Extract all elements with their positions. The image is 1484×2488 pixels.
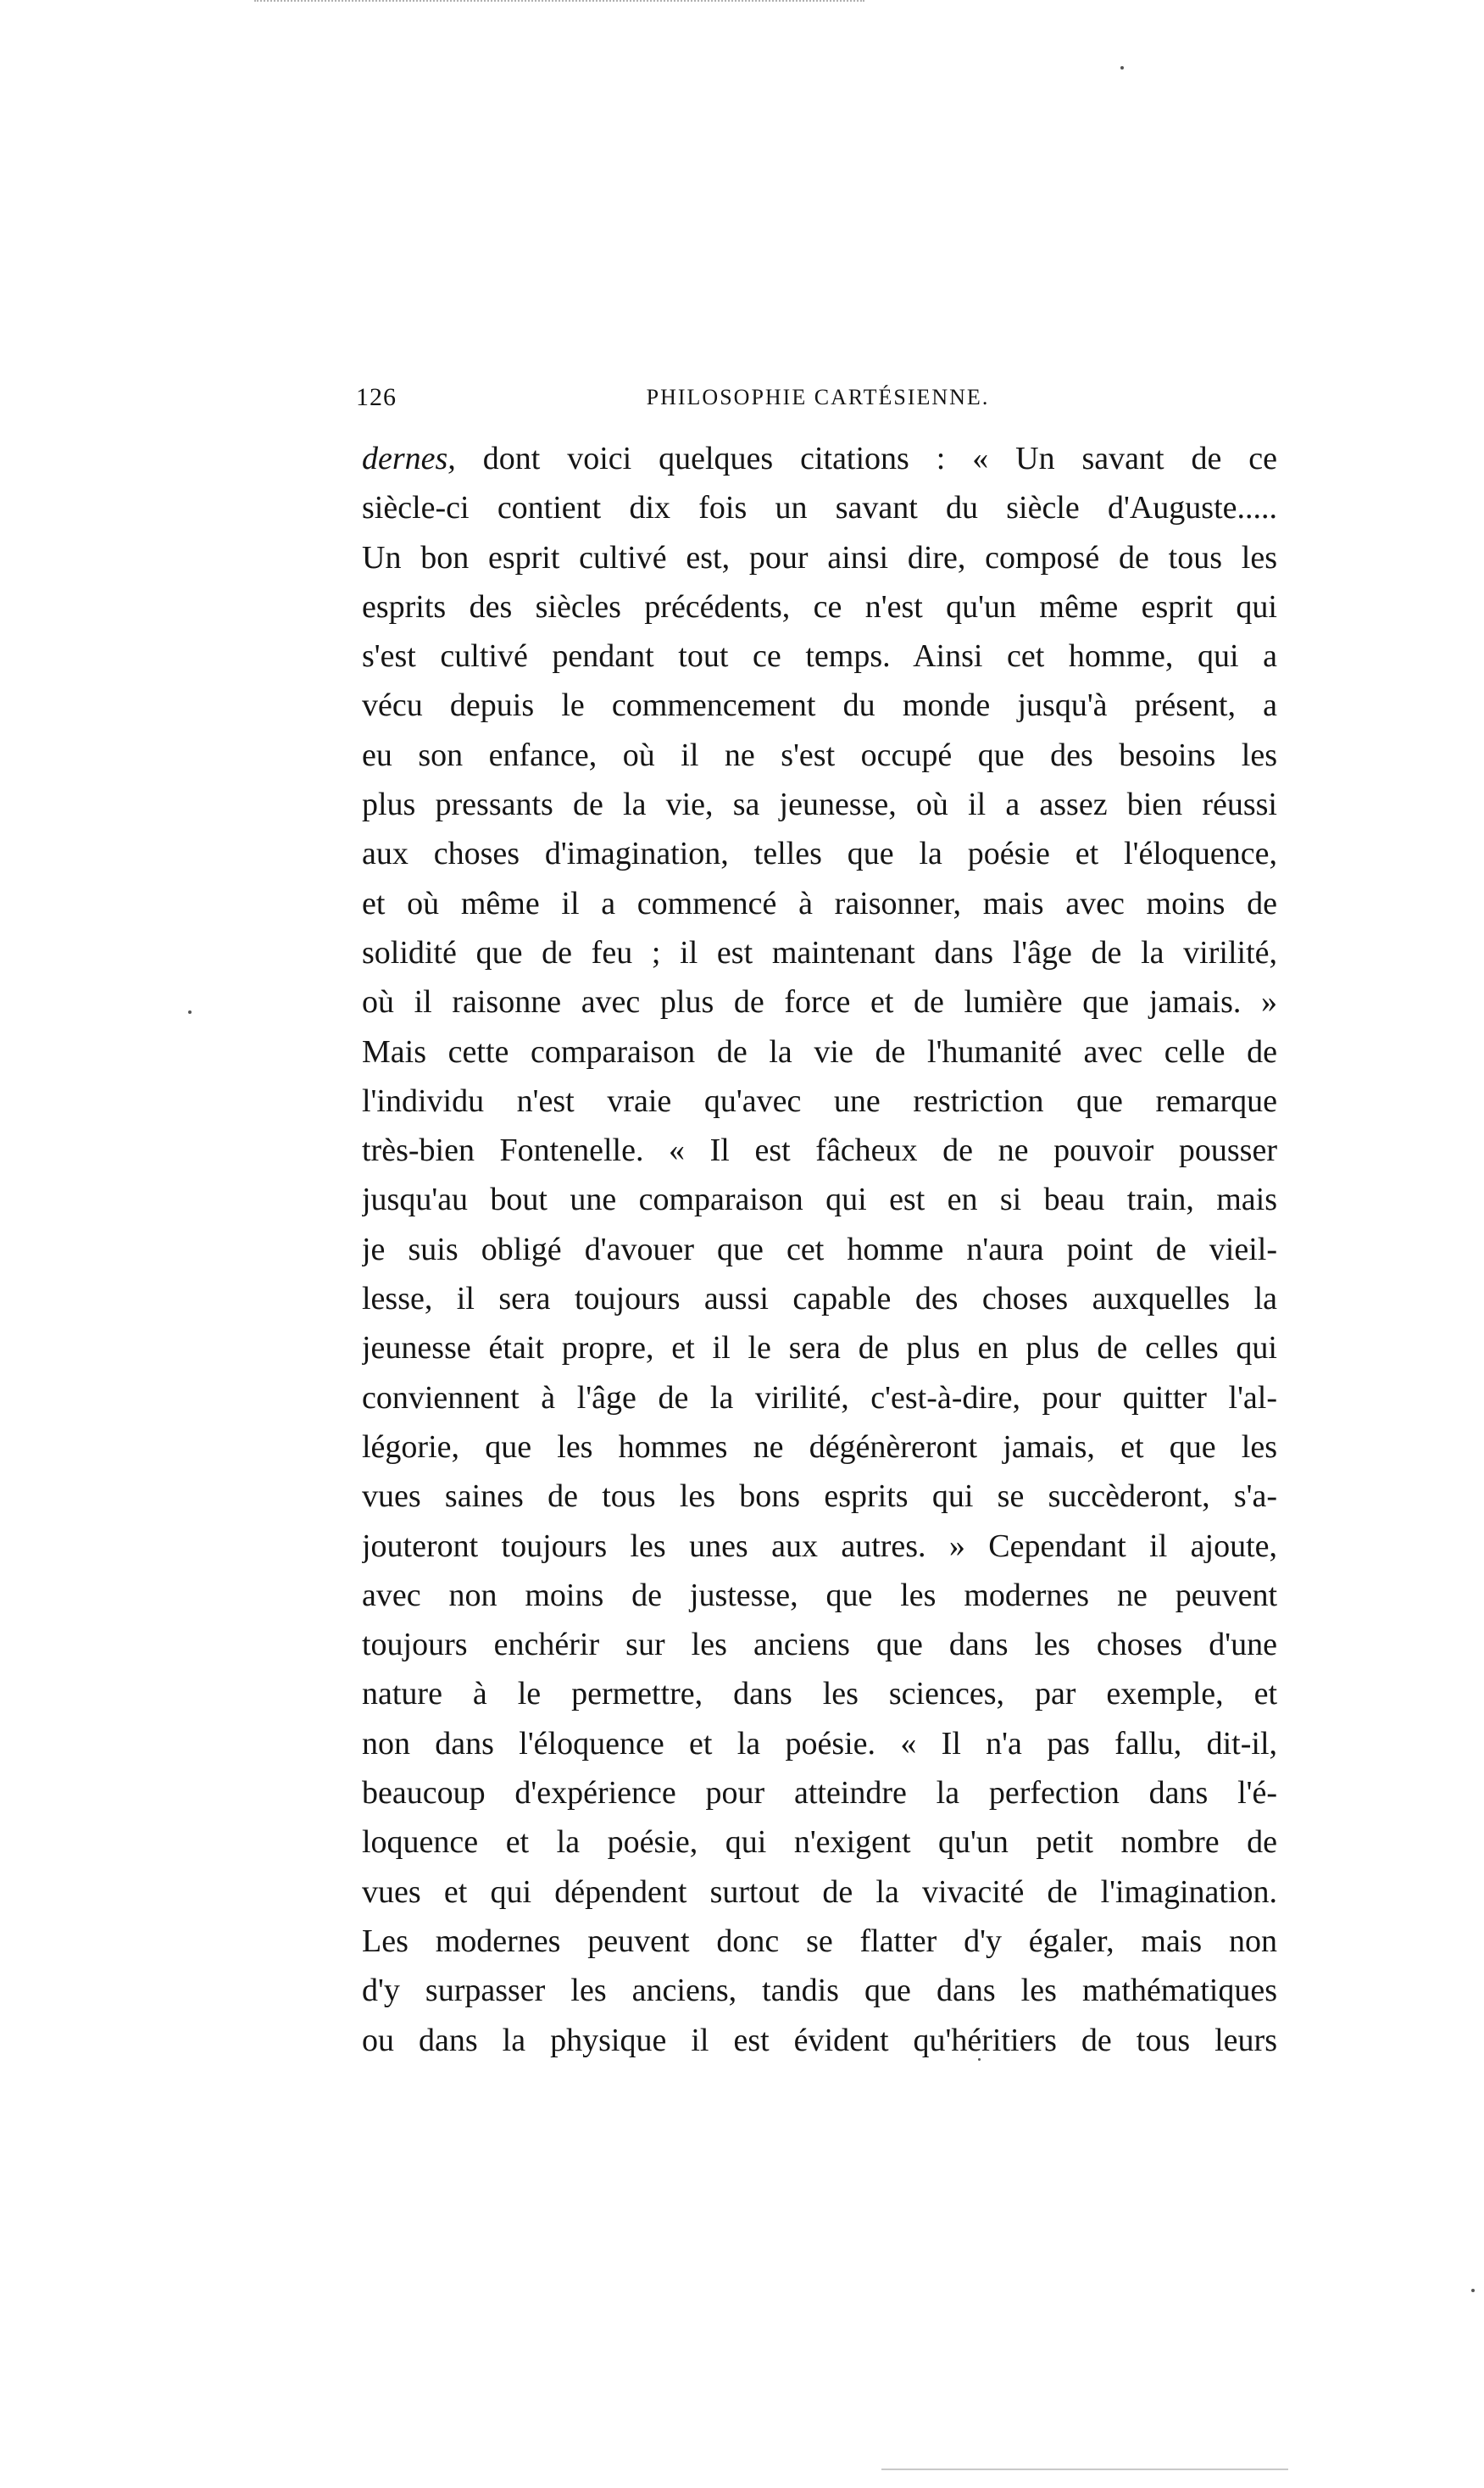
scan-speck	[1120, 66, 1124, 70]
text-line-13: Mais cette comparaison de la vie de l'humanité avec celle de	[362, 1033, 1277, 1070]
text-line-21: légorie, que les hommes ne dégénèreront jamais, et que les	[362, 1428, 1277, 1465]
text-line-32: d'y surpasser les anciens, tandis que dans les mathématiques	[362, 1973, 1277, 2009]
text-line-19: jeunesse était propre, et il le sera de plus en plus de celles qui	[362, 1330, 1277, 1366]
text-line-33: ou dans la physique il est évident qu'héritiers de tous leurs	[362, 2022, 1277, 2058]
page-number: 126	[356, 383, 397, 411]
text-line-17: je suis obligé d'avouer que cet homme n'aura point de vieil-	[362, 1231, 1277, 1267]
scan-edge-mark-top	[254, 0, 864, 7]
text-line-15: très-bien Fontenelle. « Il est fâcheux de ne pouvoir pousser	[362, 1133, 1277, 1169]
text-line-7: eu son enfance, où il ne s'est occupé que des besoins les	[362, 737, 1277, 773]
text-line-2: siècle-ci contient dix fois un savant du siècle d'Auguste.....	[362, 490, 1277, 526]
text-line-18: lesse, il sera toujours aussi capable des choses auxquelles la	[362, 1281, 1277, 1317]
text-line-14: l'individu n'est vraie qu'avec une restriction que remarque	[362, 1083, 1277, 1119]
running-title: PHILOSOPHIE CARTÉSIENNE.	[646, 385, 990, 409]
text-line-9: aux choses d'imagination, telles que la poésie et l'éloquence,	[362, 836, 1277, 872]
text-line-27: non dans l'éloquence et la poésie. « Il n'a pas fallu, dit-il,	[362, 1725, 1277, 1762]
text-line-16: jusqu'au bout une comparaison qui est en si beau train, mais	[362, 1182, 1277, 1218]
text-line-20: conviennent à l'âge de la virilité, c'est-à-dire, pour quitter l'al-	[362, 1379, 1277, 1416]
scan-edge-mark-bottom	[881, 2469, 1288, 2474]
italic-word: dernes,	[362, 441, 456, 476]
text-line-30: vues et qui dépendent surtout de la vivacité de l'imagination.	[362, 1873, 1277, 1910]
running-head	[356, 383, 1280, 417]
text-line-4: esprits des siècles précédents, ce n'est qu'un même esprit qui	[362, 588, 1277, 625]
scan-speck	[1471, 2289, 1475, 2292]
text-line-23: jouteront toujours les unes aux autres. » Cependant il ajoute,	[362, 1528, 1277, 1564]
text-line-28: beaucoup d'expérience pour atteindre la perfection dans l'é-	[362, 1775, 1277, 1812]
text-line-8: plus pressants de la vie, sa jeunesse, où il a assez bien réussi	[362, 787, 1277, 823]
text-line-6: vécu depuis le commencement du monde jusqu'à présent, a	[362, 687, 1277, 724]
text-line-24: avec non moins de justesse, que les modernes ne peuvent	[362, 1577, 1277, 1613]
text-line-31: Les modernes peuvent donc se flatter d'y égaler, mais non	[362, 1923, 1277, 1959]
text-line-1: dernes, dont voici quelques citations : « Un savant de ce	[362, 441, 1277, 476]
text-line-22: vues saines de tous les bons esprits qui se succèderont, s'a-	[362, 1478, 1277, 1515]
text-line-5: s'est cultivé pendant tout ce temps. Ainsi cet homme, qui a	[362, 638, 1277, 675]
text-line-26: nature à le permettre, dans les sciences, par exemple, et	[362, 1676, 1277, 1712]
text-line-3: Un bon esprit cultivé est, pour ainsi dire, composé de tous les	[362, 539, 1277, 576]
text-line-29: loquence et la poésie, qui n'exigent qu'un petit nombre de	[362, 1824, 1277, 1861]
text-line-12: où il raisonne avec plus de force et de lumière que jamais. »	[362, 984, 1277, 1021]
scan-speck	[188, 1010, 192, 1014]
text-line-11: solidité que de feu ; il est maintenant dans l'âge de la virilité,	[362, 934, 1277, 971]
text-line-10: et où même il a commencé à raisonner, mais avec moins de	[362, 885, 1277, 921]
text-line-25: toujours enchérir sur les anciens que dans les choses d'une	[362, 1627, 1277, 1663]
body-text	[362, 434, 1277, 2065]
